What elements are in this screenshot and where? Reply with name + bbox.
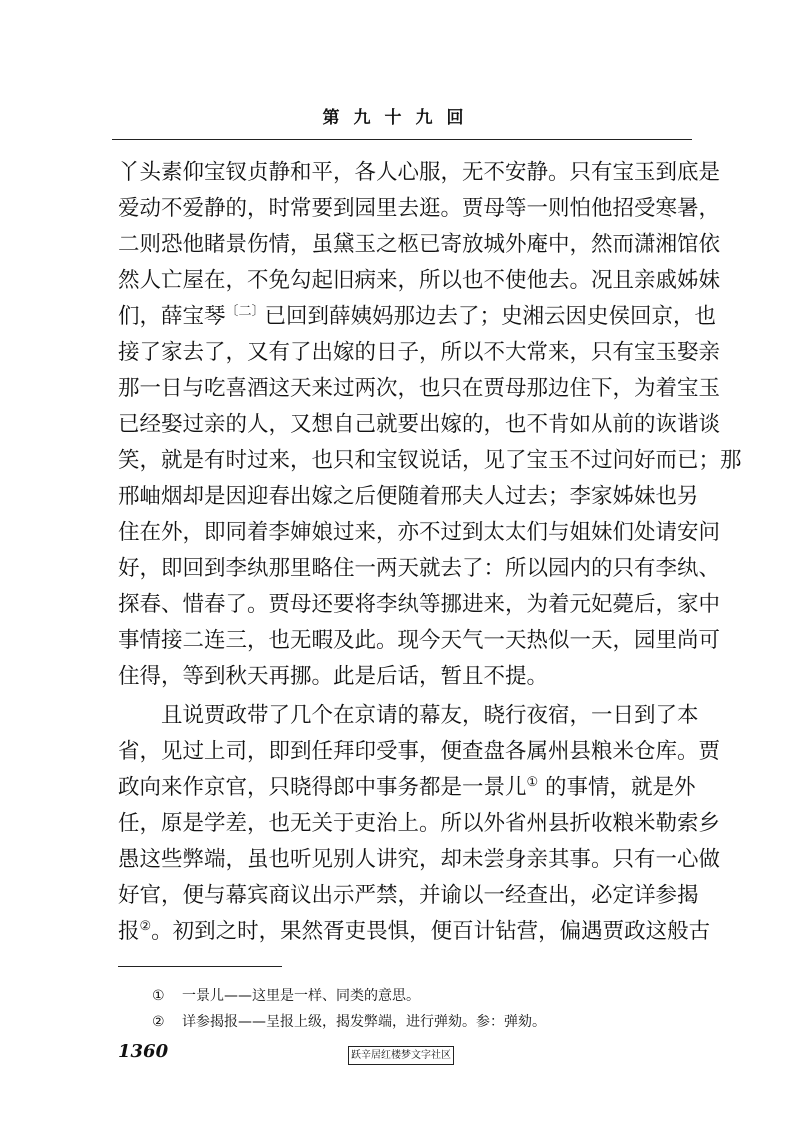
text-line: 接了家去了，又有了出嫁的日子，所以不大常来，只有宝玉娶亲 xyxy=(118,340,721,365)
footnote-1 xyxy=(152,983,546,1009)
text-line-with-footnote xyxy=(118,770,696,806)
header-rule xyxy=(112,139,692,140)
chapter-running-head: 第九十九回 xyxy=(322,108,478,128)
text-line: 住在外，即同着李婶娘过来，亦不过到太太们与姐妹们处请安问 xyxy=(118,520,721,545)
text-line: 笑，就是有时过来，也只和宝钗说话，见了宝玉不过问好而已；那 xyxy=(118,448,742,473)
text-line: 好，即回到李纨那里略住一两天就去了：所以园内的只有李纨、 xyxy=(118,556,721,581)
footnotes xyxy=(152,983,546,1035)
text-segment: 报 xyxy=(118,919,140,944)
text-line: 探春、惜春了。贾母还要将李纨等挪进来，为着元妃薨后，家中 xyxy=(118,592,721,617)
footnote-2 xyxy=(152,1009,546,1035)
text-line: 且说贾政带了几个在京请的幕友，晓行夜宿，一日到了本 xyxy=(161,703,699,728)
text-segment: 。初到之时，果然胥吏畏惧，便百计钻营，偏遇贾政这般古 xyxy=(151,919,711,944)
paragraph-2 xyxy=(118,698,721,950)
text-line: 爱动不爱静的，时常要到园里去逛。贾母等一则怕他招受寒暑， xyxy=(118,196,721,221)
text-line: 事情接二连三，也无暇及此。现今天气一天热似一天，园里尚可 xyxy=(118,628,721,653)
paragraph-1 xyxy=(118,155,742,695)
footnote-text: 一景儿——这里是一样、同类的意思。 xyxy=(182,988,420,1004)
text-segment: 政向来作京官，只晓得郎中事务都是一景儿 xyxy=(118,775,527,800)
editor-note-mark: 〔二〕 xyxy=(225,304,265,319)
text-segment: 们，薛宝琴 xyxy=(118,304,226,329)
text-line: 任，原是学差，也无关于吏治上。所以外省州县折收粮米勒索乡 xyxy=(118,811,721,836)
footnote-mark: ② xyxy=(152,1014,165,1030)
footnote-text: 详参揭报——呈报上级，揭发弊端，进行弹劾。参：弹劾。 xyxy=(182,1014,546,1030)
footnote-rule xyxy=(118,966,282,967)
text-line: 邢岫烟却是因迎春出嫁之后便随着邢夫人过去；李家姊妹也另 xyxy=(118,484,699,509)
library-stamp: 跃辛居红楼梦文字社区 xyxy=(348,1046,454,1065)
footnote-ref-1: ① xyxy=(526,775,539,790)
text-line: 省，见过上司，即到任拜印受事，便查盘各属州县粮米仓库。贾 xyxy=(118,739,721,764)
text-line-with-note xyxy=(118,299,717,335)
text-line: 愚这些弊端，虽也听见别人讲究，却未尝身亲其事。只有一心做 xyxy=(118,847,721,872)
text-line: 已经娶过亲的人，又想自己就要出嫁的，也不肯如从前的诙谐谈 xyxy=(118,412,721,437)
text-line-with-footnote xyxy=(118,914,711,950)
text-line: 丫头素仰宝钗贞静和平，各人心服，无不安静。只有宝玉到底是 xyxy=(118,160,721,185)
page-number: 1360 xyxy=(118,1041,169,1062)
text-segment: 的事情，就是外 xyxy=(538,775,696,800)
text-segment: 已回到薛姨妈那边去了；史湘云因史侯回京，也 xyxy=(264,304,717,329)
text-line: 然人亡屋在，不免勾起旧病来，所以也不使他去。况且亲戚姊妹 xyxy=(118,268,721,293)
text-line: 二则恐他睹景伤情，虽黛玉之柩已寄放城外庵中，然而潇湘馆依 xyxy=(118,232,721,257)
text-line: 住得，等到秋天再挪。此是后话，暂且不提。 xyxy=(118,664,549,689)
footnote-mark: ① xyxy=(152,988,165,1004)
text-line: 那一日与吃喜酒这天来过两次，也只在贾母那边住下，为着宝玉 xyxy=(118,376,721,401)
text-line: 好官，便与幕宾商议出示严禁，并谕以一经查出，必定详参揭 xyxy=(118,883,699,908)
footnote-ref-2: ② xyxy=(139,919,152,934)
